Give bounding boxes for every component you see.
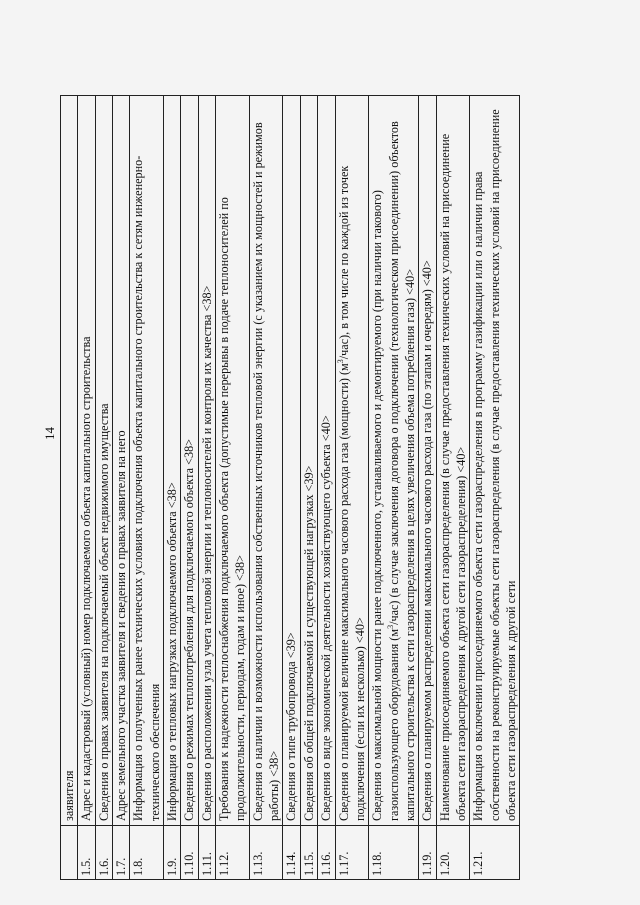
table-row bbox=[216, 96, 250, 880]
row-text: Сведения о планируемом распределении максимального часового расхода газа (по этапам и очередям) <40> bbox=[419, 96, 436, 826]
row-number: 1.5. bbox=[78, 826, 95, 880]
row-text-end: /час), в том числе по каждой из точек подключения (если их несколько) <40> bbox=[336, 165, 367, 821]
table-row bbox=[164, 96, 181, 880]
row-number: 1.20. bbox=[436, 826, 470, 880]
row-text-end: /час) (в случае заключения договора о подключении (технологическом присоединении) объектов капитального строительства к сети газораспределения в целях увеличения объема потребления газа) <40> bbox=[386, 121, 417, 821]
row-text: Сведения о правах заявителя на подключаемый объект недвижимого имущества bbox=[95, 96, 112, 826]
page-number: 14 bbox=[42, 427, 57, 440]
row-text: Адрес и кадастровый (условный) номер подключаемого объекта капитального строительства bbox=[78, 96, 95, 826]
row-number: 1.6. bbox=[95, 826, 112, 880]
table-row bbox=[300, 96, 317, 880]
row-text-start: Сведения о планируемой величине максимального часового расхода газа (мощности) (м bbox=[336, 363, 351, 821]
requirements-table bbox=[60, 95, 520, 880]
table-row bbox=[249, 96, 283, 880]
table-row bbox=[113, 96, 130, 880]
superscript: 3 bbox=[385, 624, 395, 629]
table-row bbox=[198, 96, 215, 880]
row-text: Сведения о режимах теплопотребления для подключаемого объекта <38> bbox=[181, 96, 198, 826]
requirements-table-container bbox=[60, 95, 520, 880]
row-text bbox=[369, 96, 419, 826]
row-text: Информация о тепловых нагрузках подключаемого объекта <38> bbox=[164, 96, 181, 826]
row-number: 1.19. bbox=[419, 826, 436, 880]
row-number: 1.21. bbox=[470, 826, 520, 880]
table-row bbox=[335, 96, 369, 880]
row-text: Сведения о наличии и возможности использования собственных источников тепловой энергии (с указанием их мощностей и режимов работы) <38> bbox=[249, 96, 283, 826]
row-number: 1.8. bbox=[130, 826, 164, 880]
row-text: Информация о полученных ранее технических условиях подключения объекта капитального строительства к сетям инженерно-технического обеспечения bbox=[130, 96, 164, 826]
row-text: Сведения о виде экономической деятельности хозяйствующего субъекта <40> bbox=[318, 96, 335, 826]
row-text: Адрес земельного участка заявителя и сведения о правах заявителя на него bbox=[113, 96, 130, 826]
row-text: Требования к надежности теплоснабжения подключаемого объекта (допустимые перерывы в подаче теплоносителей по продолжительности, периодам, годам и иное) <38> bbox=[216, 96, 250, 826]
table-row bbox=[318, 96, 335, 880]
superscript: 3 bbox=[335, 359, 345, 364]
table-row bbox=[61, 96, 78, 880]
row-text: Наименование присоединяемого объекта сети газораспределения (в случае предоставления технических условий на присоединение объекта сети газораспределения к другой сети газораспределения) <40> bbox=[436, 96, 470, 826]
row-text bbox=[335, 96, 369, 826]
table-row bbox=[369, 96, 419, 880]
row-text: Информация о включении присоединяемого объекта сети газораспределения в программу газификации или о наличии права собственности на реконструируемые объекты сети газораспределения (в случае предоставления технических условий на присоединение объекта сети газораспределения к другой сети bbox=[470, 96, 520, 826]
table-row bbox=[78, 96, 95, 880]
row-number: 1.9. bbox=[164, 826, 181, 880]
table-row bbox=[470, 96, 520, 880]
row-number: 1.11. bbox=[198, 826, 215, 880]
row-number: 1.7. bbox=[113, 826, 130, 880]
table-row bbox=[436, 96, 470, 880]
row-number: 1.18. bbox=[369, 826, 419, 880]
row-number: 1.10. bbox=[181, 826, 198, 880]
row-number: 1.15. bbox=[300, 826, 317, 880]
row-number: 1.14. bbox=[283, 826, 300, 880]
row-text: Сведения о расположении узла учета тепловой энергии и теплоносителей и контроля их качества <38> bbox=[198, 96, 215, 826]
table-row bbox=[130, 96, 164, 880]
row-text: Сведения об общей подключаемой и существующей нагрузках <39> bbox=[300, 96, 317, 826]
row-text-start: Сведения о максимальной мощности ранее подключенного, устанавливаемого и демонтируемого (при наличии такового) газоиспользующего оборудования (м bbox=[370, 190, 401, 821]
row-number: 1.17. bbox=[335, 826, 369, 880]
table-row bbox=[95, 96, 112, 880]
table-row bbox=[181, 96, 198, 880]
row-text: заявителя bbox=[61, 96, 78, 826]
table-row bbox=[419, 96, 436, 880]
table-row bbox=[283, 96, 300, 880]
row-text: Сведения о типе трубопровода <39> bbox=[283, 96, 300, 826]
row-number: 1.16. bbox=[318, 826, 335, 880]
row-number: 1.13. bbox=[249, 826, 283, 880]
row-number bbox=[61, 826, 78, 880]
row-number: 1.12. bbox=[216, 826, 250, 880]
